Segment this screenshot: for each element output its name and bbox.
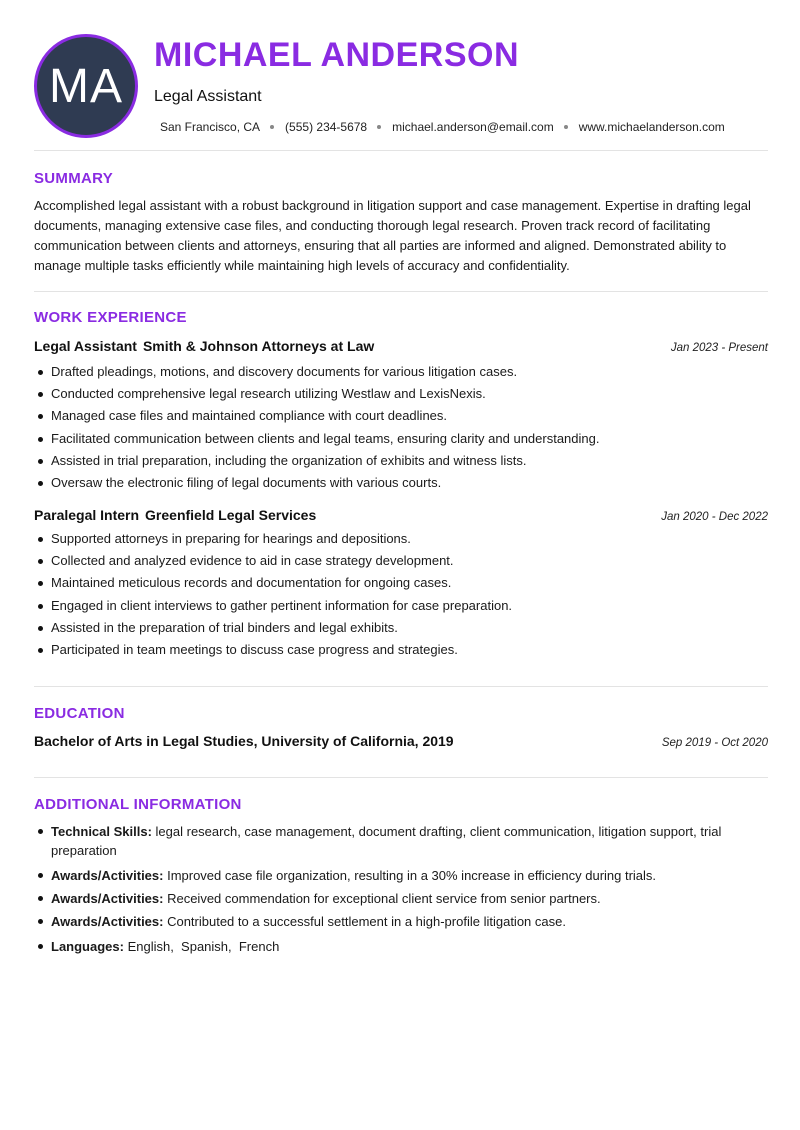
job-bullet-list <box>34 361 768 494</box>
summary-heading: SUMMARY <box>34 170 114 187</box>
job-header <box>34 507 768 523</box>
candidate-role: Legal Assistant <box>154 88 262 105</box>
item-label: Awards/Activities: <box>51 914 164 929</box>
item-text: English, Spanish, French <box>123 939 280 954</box>
item-label: Awards/Activities: <box>51 891 164 906</box>
contact-bar <box>160 120 725 134</box>
summary-text: Accomplished legal assistant with a robust background in litigation support and case management. Expertise in drafting legal documents, managing extensive case files, and conducting thorough legal research. Proven track record of facilitating communication between clients and attorneys, ensuring that all parties are informed and aligned. Demonstrated ability to manage multiple tasks efficiently while maintaining high levels of accuracy and confidentiality. <box>34 198 751 273</box>
education-dates: Sep 2019 - Oct 2020 <box>661 737 768 749</box>
job-company: Smith & Johnson Attorneys at Law <box>142 338 375 354</box>
contact-separator <box>270 125 274 129</box>
job-position: Legal Assistant <box>34 338 137 354</box>
job-title <box>34 507 316 523</box>
list-item: Assisted in trial preparation, including the organization of exhibits and witness lists. <box>34 450 768 472</box>
list-item <box>34 912 768 931</box>
contact-phone: (555) 234-5678 <box>285 120 368 134</box>
item-text: Contributed to a successful settlement in a high-profile litigation case. <box>163 914 566 929</box>
list-item: Drafted pleadings, motions, and discovery documents for various litigation cases. <box>34 361 768 383</box>
list-item: Engaged in client interviews to gather pertinent information for case preparation. <box>34 595 768 617</box>
job-title <box>34 338 374 354</box>
list-item <box>34 937 768 956</box>
avatar <box>34 34 138 138</box>
avatar-initials: MA <box>49 59 123 113</box>
contact-email[interactable]: michael.anderson@email.com <box>392 120 554 134</box>
additional-info-list <box>34 822 768 956</box>
list-item: Collected and analyzed evidence to aid in case strategy development. <box>34 550 768 572</box>
work-experience-heading: WORK EXPERIENCE <box>34 309 187 326</box>
contact-separator <box>377 125 381 129</box>
item-label: Technical Skills: <box>51 824 152 839</box>
contact-separator <box>564 125 568 129</box>
job-position: Paralegal Intern <box>34 507 140 523</box>
additional-info-heading: ADDITIONAL INFORMATION <box>34 796 242 813</box>
item-text: Improved case file organization, resulting in a 30% increase in efficiency during trials. <box>163 868 657 883</box>
candidate-name: MICHAEL ANDERSON <box>154 36 520 74</box>
contact-location: San Francisco, CA <box>160 120 261 134</box>
item-label: Awards/Activities: <box>51 868 164 883</box>
contact-website[interactable]: www.michaelanderson.com <box>578 120 725 134</box>
education-heading: EDUCATION <box>34 705 125 722</box>
list-item: Managed case files and maintained compliance with court deadlines. <box>34 405 768 427</box>
education-degree: Bachelor of Arts in Legal Studies, University of California, 2019 <box>34 733 454 749</box>
divider <box>34 777 768 778</box>
list-item: Maintained meticulous records and documentation for ongoing cases. <box>34 572 768 594</box>
divider <box>34 291 768 292</box>
list-item: Oversaw the electronic filing of legal documents with various courts. <box>34 472 768 494</box>
item-text: legal research, case management, document drafting, client communication, litigation support, trial preparation <box>51 824 722 858</box>
job-dates: Jan 2023 - Present <box>670 342 768 354</box>
divider <box>34 150 768 151</box>
list-item: Assisted in the preparation of trial binders and legal exhibits. <box>34 617 768 639</box>
item-label: Languages: <box>51 939 124 954</box>
job-company: Greenfield Legal Services <box>145 507 317 523</box>
education-entry <box>34 733 768 749</box>
list-item <box>34 866 768 885</box>
list-item: Facilitated communication between clients and legal teams, ensuring clarity and understanding. <box>34 428 768 450</box>
list-item: Supported attorneys in preparing for hearings and depositions. <box>34 528 768 550</box>
divider <box>34 686 768 687</box>
job-dates: Jan 2020 - Dec 2022 <box>661 511 768 523</box>
item-text: Received commendation for exceptional client service from senior partners. <box>163 891 601 906</box>
list-item <box>34 889 768 908</box>
job-header <box>34 338 768 354</box>
job-bullet-list <box>34 528 768 661</box>
list-item <box>34 822 768 860</box>
list-item: Conducted comprehensive legal research utilizing Westlaw and LexisNexis. <box>34 383 768 405</box>
list-item: Participated in team meetings to discuss case progress and strategies. <box>34 639 768 661</box>
